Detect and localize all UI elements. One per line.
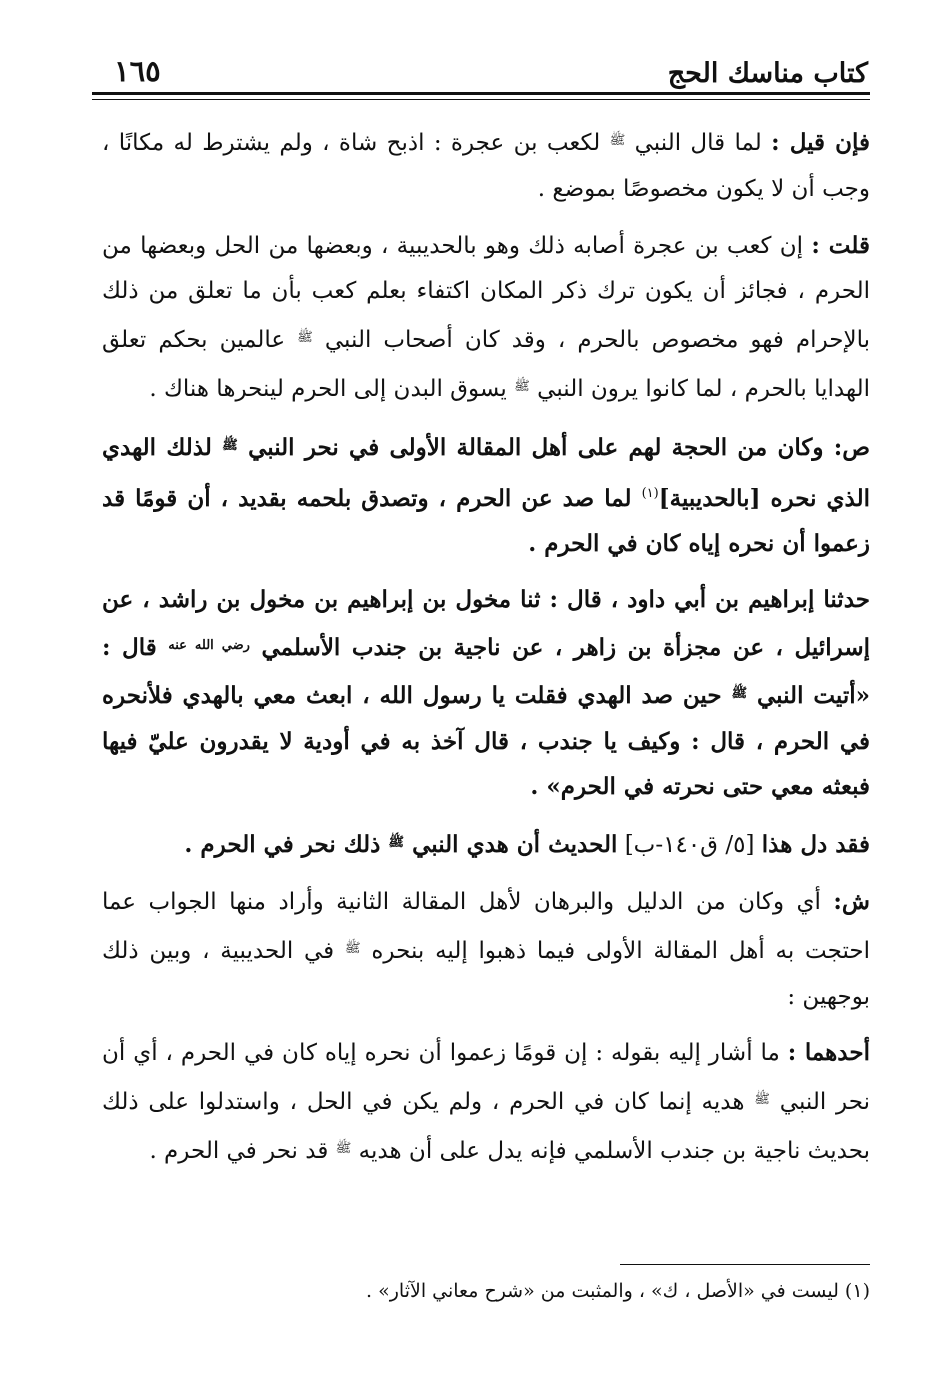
paragraph-conclusion — [102, 820, 870, 869]
text-run: وكان من الحجة لهم على أهل المقالة الأولى في نحر النبي — [237, 433, 834, 461]
text-run: لما قال النبي — [625, 130, 772, 156]
text-run: ما أشار إليه بقوله : إن قومًا زعموا أن نحره إياه كان في الحرم ، أي أن نحر النبي — [102, 1040, 870, 1116]
paragraph-reply — [102, 223, 870, 413]
text-run: حين صد الهدي فقلت يا رسول الله ، ابعث معي بالهدي فلأنحره في الحرم ، قال : وكيف يا جندب ، قال آخذ به في أودية لا يقدرون عليّ فيها فبعثه معي حتى نحرته في الحرم» . — [102, 681, 870, 801]
honorific-glyph: ﷺ — [222, 437, 238, 453]
honorific-glyph: ﷺ — [731, 685, 748, 701]
paragraph-matn — [102, 423, 870, 567]
running-title: كتاب مناسك الحج — [667, 58, 868, 89]
text-run: الحديث أن هدي النبي — [404, 831, 618, 859]
paragraph-lead: فإن قيل : — [771, 129, 870, 156]
footnote-reference: (١) — [641, 485, 659, 501]
text-run: إن كعب بن عجرة أصابه ذلك وهو بالحديبية ، وبعضها من الحل وبعضها من الحرم ، فجائز أن يكون ترك ذكر المكان اكتفاء بعلم كعب بأن ما تعلق من ذلك بالإحرام فهو مخصوص بالحرم ، وقد كان أصحاب النبي — [102, 232, 870, 354]
text-run: لكعب بن عجرة : اذبح شاة ، ولم يشترط له مكانًا ، وجب أن لا يكون مخصوصًا بموضع . — [102, 130, 870, 202]
text-run: قال : «أتيت النبي — [102, 633, 871, 709]
honorific-glyph: ﷺ — [754, 1092, 770, 1108]
text-run: قد نحر في الحرم . — [149, 1137, 336, 1164]
text-run: أي وكان من الدليل والبرهان لأهل المقالة الثانية وأراد منها الجواب عما احتجت به أهل المقالة الأولى فيما ذهبوا إليه بنحره — [102, 888, 870, 964]
manuscript-reference: [٥/ ق١٤٠-ب] — [617, 832, 762, 859]
honorific-glyph: رضي الله عنه — [168, 637, 250, 653]
header-rule-thick — [92, 92, 870, 95]
text-run: فقد دل هذا — [761, 831, 870, 859]
header-rule-thin — [92, 99, 870, 100]
paragraph-lead: أحدهما : — [787, 1039, 870, 1067]
paragraph-hadith — [102, 577, 870, 810]
text-run: يسوق البدن إلى الحرم لينحرها هناك . — [149, 375, 515, 402]
main-text — [102, 118, 870, 1185]
text-run: لذلك الهدي الذي نحره [بالحديبية] — [102, 433, 870, 512]
honorific-glyph: ﷺ — [335, 1140, 352, 1156]
page-number: ١٦٥ — [114, 54, 161, 88]
text-run: عالمين بحكم تعلق الهدايا بالحرم ، لما كانوا يرون النبي — [102, 327, 870, 402]
honorific-glyph: ﷺ — [297, 330, 313, 346]
paragraph-first-aspect — [102, 1030, 870, 1174]
honorific-glyph: ﷺ — [344, 940, 361, 956]
footnote: (١) ليست في «الأصل ، ك» ، والمثبت من «شرح معاني الآثار» . — [366, 1280, 870, 1302]
paragraph-commentary — [102, 879, 870, 1020]
paragraph-lead: ش: — [833, 887, 870, 915]
paragraph-lead: قلت : — [811, 231, 870, 259]
text-run: لما صد عن الحرم ، وتصدق بلحمه بقديد ، أن قومًا قد زعموا أن نحره إياه كان في الحرم . — [102, 484, 870, 558]
text-run: هديه إنما كان في الحرم ، ولم يكن في الحل ، واستدلوا على ذلك بحديث ناجية بن جندب الأسلمي فإنه يدل على أن هديه — [102, 1089, 870, 1164]
honorific-glyph: ﷺ — [609, 133, 626, 148]
honorific-glyph: ﷺ — [388, 835, 405, 851]
paragraph-objection — [102, 118, 870, 213]
text-run: في الحديبية ، وبين ذلك بوجهين : — [102, 937, 870, 1010]
page-header — [92, 52, 868, 92]
footnote-separator — [620, 1264, 870, 1265]
honorific-glyph: ﷺ — [514, 378, 530, 394]
text-run: حدثنا إبراهيم بن أبي داود ، قال : ثنا مخول بن إبراهيم بن مخول بن راشد ، عن إسرائيل ، عن مجزأة بن زاهر ، عن ناجية بن جندب الأسلمي — [102, 586, 870, 661]
paragraph-lead: ص: — [833, 433, 871, 461]
text-run: ذلك نحر في الحرم . — [184, 831, 389, 859]
